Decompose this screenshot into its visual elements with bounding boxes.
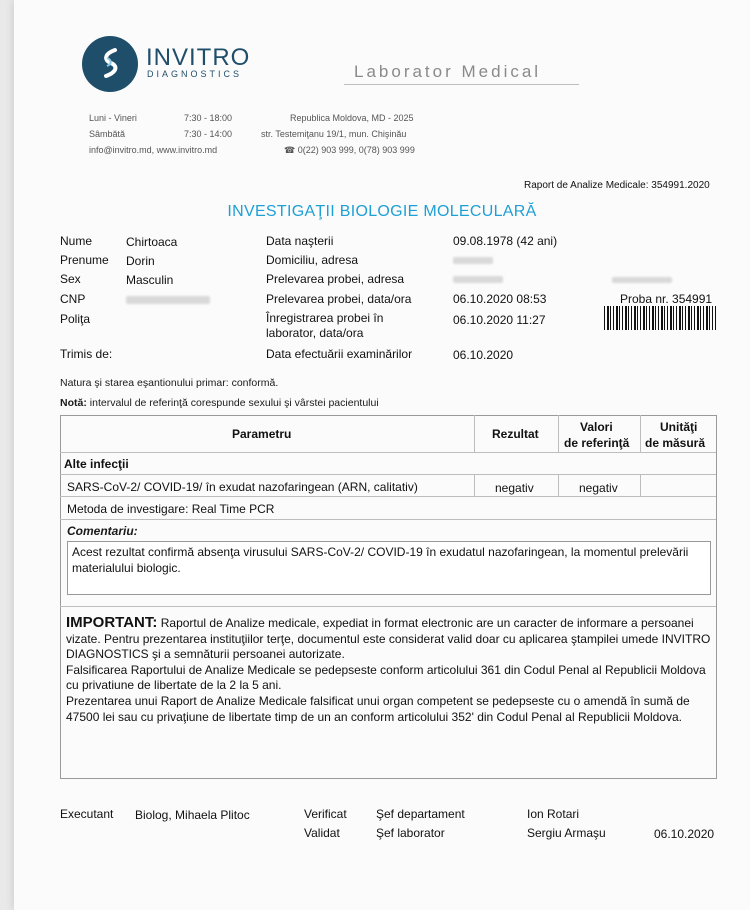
prenume-label: Prenume [60,253,109,267]
phone-number: 0(22) 903 999, 0(78) 903 999 [297,145,415,155]
important-text-2: Falsificarea Raportului de Analize Medicale se pedepseste conform articolului 361 din Codul Penal al Republicii Moldova cu privatiune de libertate de la 2 la 5 ani. [66,662,706,693]
comment-divider [60,606,716,607]
method: Metoda de investigare: Real Time PCR [67,502,275,516]
sex-label: Sex [60,272,81,286]
inregistrare-data-value: 06.10.2020 11:27 [453,313,546,327]
sef-laborator-name: Sergiu Armaşu [527,826,606,840]
header-divider [344,84,579,85]
important-label: IMPORTANT: [66,614,158,631]
natura-note: Natura şi starea eşantionului primar: conformă. [60,377,279,389]
prelevare-data-value: 06.10.2020 08:53 [453,292,547,306]
brand-subtitle: DIAGNOSTICS [147,69,243,79]
barcode [604,306,716,330]
hours-weekdays: 7:30 - 18:00 [184,113,233,123]
phone-icon: ☎ [284,145,296,155]
domiciliu-redacted [453,257,493,264]
important-notice [66,615,716,725]
important-text: Raportul de Analize medicale, expediat in format electronic are un caracter de informare a persoanei vizate. Pentru prezentarea instituţiilor terţe, documentul este considerat valid doar cu aplicarea ştampilei umede INVITRO DIAGNOSTICS şi a semnăturii persoanei autorizate. [66,616,711,662]
inregistrare-label-1: Înregistrarea probei în [266,311,384,325]
sex-value: Masculin [126,273,174,287]
report-title: INVESTIGAŢII BIOLOGIE MOLECULARĂ [227,203,537,220]
prelevare-adresa-redacted [453,276,503,283]
efectuare-label: Data efectuării examinărilor [266,347,413,361]
hours-saturday: 7:30 - 14:00 [184,129,233,139]
col-valori-2: de referinţă [564,436,630,450]
comment-label: Comentariu: [67,524,138,538]
contact-web: info@invitro.md, www.invitro.md [89,145,218,155]
report-page [14,0,750,910]
row-valori: negativ [579,481,618,495]
nume-label: Nume [60,234,93,248]
col-rezultat: Rezultat [492,427,539,441]
address-street: str. Testemiţanu 19/1, mun. Chişinău [261,129,407,139]
polita-label: Poliţa [60,312,91,326]
col-valori-1: Valori [580,420,613,434]
sef-laborator-label: Şef laborator [376,826,445,840]
report-number: Raport de Analize Medicale: 354991.2020 [524,180,710,191]
verificat-label: Verificat [304,807,347,821]
row-parametru: SARS-CoV-2/ COVID-19/ în exudat nazofaringean (ARN, calitativ) [67,480,418,494]
domiciliu-label: Domiciliu, adresa [266,253,359,267]
hours-weekdays-label: Luni - Vineri [89,113,137,123]
cnp-label: CNP [60,292,86,306]
invitro-logo-icon [82,36,138,92]
proba-number: Proba nr. 354991 [620,292,713,306]
row-col-divider-2 [558,474,559,496]
prelevare-adresa-redacted-2 [612,277,672,283]
header-row-divider [60,452,716,453]
col-parametru: Parametru [232,427,292,441]
section-divider [60,474,716,475]
brand-name: INVITRO [146,44,251,71]
executant-value: Biolog, Mihaela Plitoc [135,808,250,822]
comment-box [67,541,711,595]
row-col-divider-3 [640,474,641,496]
col-unitati-2: de măsură [645,436,706,450]
inregistrare-label-2: laborator, data/ora [266,326,364,340]
col-divider-2 [558,415,559,452]
executant-label: Executant [60,807,114,821]
data-nasterii-value: 09.08.1978 (42 ani) [453,234,558,248]
nume-value: Chirtoaca [126,235,178,249]
nota [60,397,379,409]
row-rezultat: negativ [495,481,534,495]
prelevare-adresa-label: Prelevarea probei, adresa [266,272,405,286]
comment-text: Acest rezultat confirmă absenţa virusului SARS-CoV-2/ COVID-19 în exudatul nazofaringean, la momentul prelevării materialului biologic. [72,545,689,575]
section-alte-infectii: Alte infecţii [64,457,129,471]
validat-label: Validat [304,826,340,840]
phone [284,145,415,156]
address-country: Republica Moldova, MD - 2025 [290,113,414,123]
sef-departament-name: Ion Rotari [527,807,580,821]
row-col-divider-1 [474,474,475,496]
prelevare-data-label: Prelevarea probei, data/ora [266,292,412,306]
prenume-value: Dorin [126,254,155,268]
footer-date: 06.10.2020 [654,827,715,841]
hours-saturday-label: Sâmbătă [89,129,126,139]
efectuare-data-value: 06.10.2020 [453,348,514,362]
lab-title: Laborator Medical [354,62,542,81]
nota-label: Notă: [60,397,87,409]
sef-departament-label: Şef departament [376,807,465,821]
nota-text: intervalul de referinţă corespunde sexului şi vârstei pacientului [89,397,379,409]
method-divider [60,519,716,520]
trimis-label: Trimis de: [60,347,113,361]
data-nasterii-label: Data naşterii [266,234,334,248]
cnp-redacted [126,296,210,304]
col-divider-3 [640,415,641,452]
important-text-3: Prezentarea unui Raport de Analize Medicale falsificat unui organ competent se pedepseste cu o amendă în sumă de 47500 lei sau cu privaţiune de libertate timp de un an conform articolului 352' din Codul Penal al Republicii Moldova. [66,693,690,724]
col-unitati-1: Unităţi [660,420,698,434]
row-divider [60,496,716,497]
col-divider-1 [474,415,475,452]
